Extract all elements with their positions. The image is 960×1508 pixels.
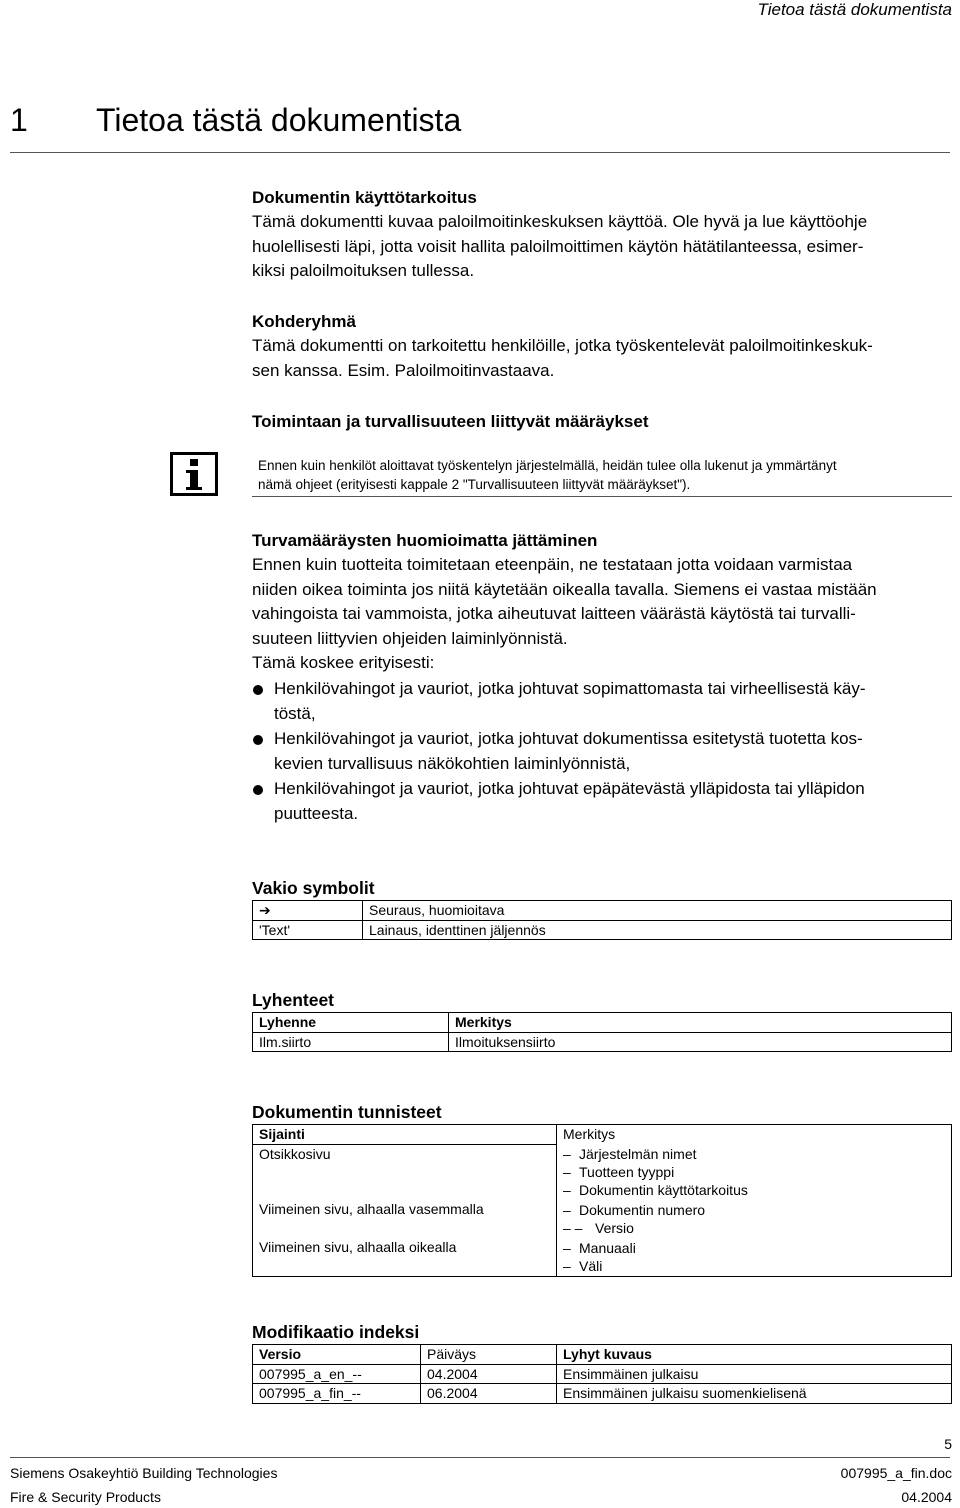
table-row — [253, 1364, 952, 1384]
disregard-line: vahingoista tai vammoista, jotka aiheutuvat laitteen väärästä käytöstä tai turvalli- — [252, 604, 856, 623]
symbol-cell: 'Text' — [253, 920, 363, 940]
disregard-line: suuteen liittyvien ohjeiden laiminlyönnistä. — [252, 628, 568, 648]
meaning-cell — [557, 1144, 952, 1200]
table-row — [253, 1345, 952, 1365]
purpose-line: Tämä dokumentti kuvaa paloilmoitinkeskuksen käyttöä. Ole hyvä ja lue käyttöohje — [252, 212, 868, 231]
chapter-title: Tietoa tästä dokumentista — [96, 102, 462, 138]
safety-heading: Toimintaan ja turvallisuuteen liittyvät määräykset — [252, 412, 649, 431]
list-item: – Tuotteen tyyppi — [563, 1164, 675, 1180]
bullet-icon — [253, 685, 263, 695]
running-header: Tietoa tästä dokumentista — [757, 0, 952, 19]
header-cell: Merkitys — [449, 1013, 952, 1033]
list-item: Henkilövahingot ja vauriot, jotka johtuvat epäpätevästä ylläpidosta tai ylläpidon puutteesta. — [252, 776, 952, 826]
abbreviations-title: Lyhenteet — [252, 990, 335, 1010]
header-cell: Lyhenne — [253, 1013, 449, 1033]
modification-title: Modifikaatio indeksi — [252, 1322, 420, 1342]
date-cell: 04.2004 — [421, 1364, 557, 1384]
disregard-line: Ennen kuin tuotteita toimitetaan eteenpäin, ne testataan jotta voidaan varmistaa — [252, 555, 853, 574]
audience-section — [252, 310, 952, 383]
safety-note — [258, 456, 938, 494]
table-row — [253, 1013, 952, 1033]
note-rule — [252, 496, 952, 497]
bullet-list — [252, 676, 952, 826]
footer-date: 04.2004 — [901, 1489, 952, 1505]
list-item: – Järjestelmän nimet — [563, 1146, 697, 1162]
footer-doc-id: 007995_a_fin.doc — [840, 1465, 952, 1481]
modification-table — [252, 1344, 952, 1404]
list-item: – Manuaali — [563, 1240, 636, 1256]
audience-heading: Kohderyhmä — [252, 312, 356, 331]
symbols-title: Vakio symbolit — [252, 878, 375, 898]
table-row — [253, 1384, 952, 1404]
table-row — [253, 901, 952, 921]
list-item: – Väli — [563, 1258, 603, 1274]
table-row — [253, 920, 952, 940]
abbr-cell: Ilm.siirto — [253, 1032, 449, 1052]
meaning-cell — [557, 1238, 952, 1277]
footer-division: Fire & Security Products — [10, 1489, 161, 1505]
header-cell: Lyhyt kuvaus — [557, 1345, 952, 1365]
audience-line: sen kanssa. Esim. Paloilmoitinvastaava. — [252, 360, 555, 380]
chapter-number: 1 — [10, 102, 28, 138]
applies-text: Tämä koskee erityisesti: — [252, 653, 435, 672]
location-cell: Otsikkosivu — [253, 1144, 557, 1200]
meaning-cell — [557, 1200, 952, 1238]
desc-cell: Ensimmäinen julkaisu — [557, 1364, 952, 1384]
identifiers-title: Dokumentin tunnisteet — [252, 1102, 442, 1122]
meaning-cell: Seuraus, huomioitava — [363, 901, 952, 921]
chapter-heading — [10, 102, 461, 139]
abbreviations-table — [252, 1012, 952, 1052]
identifiers-table — [252, 1124, 952, 1277]
list-item: – Dokumentin numero — [563, 1202, 706, 1218]
list-item: – Dokumentin käyttötarkoitus — [563, 1182, 748, 1198]
table-row — [253, 1238, 952, 1277]
disregard-section — [252, 529, 952, 826]
header-cell: Versio — [253, 1345, 421, 1365]
table-row — [253, 1032, 952, 1052]
info-icon — [170, 452, 218, 496]
date-cell: 06.2004 — [421, 1384, 557, 1404]
chapter-rule — [10, 152, 950, 153]
bullet-icon — [253, 735, 263, 745]
list-item: Henkilövahingot ja vauriot, jotka johtuvat sopimattomasta tai virheellisestä käy- töstä, — [252, 676, 952, 726]
purpose-section — [252, 186, 952, 284]
version-cell: 007995_a_en_-- — [253, 1364, 421, 1384]
list-item: – – Versio — [563, 1220, 634, 1236]
location-cell: Viimeinen sivu, alhaalla oikealla — [253, 1238, 557, 1277]
header-cell: Päiväys — [421, 1345, 557, 1365]
header-cell: Sijainti — [253, 1125, 557, 1145]
header-cell: Merkitys — [557, 1125, 952, 1145]
purpose-line: huolellisesti läpi, jotta voisit hallita paloilmoittimen käytön hätätilanteessa, esimer- — [252, 236, 864, 256]
location-cell: Viimeinen sivu, alhaalla vasemmalla — [253, 1200, 557, 1238]
table-row — [253, 1144, 952, 1200]
desc-cell: Ensimmäinen julkaisu suomenkielisenä — [557, 1384, 952, 1404]
symbol-cell: ➔ — [253, 901, 363, 921]
footer-rule — [10, 1457, 950, 1458]
list-item: Henkilövahingot ja vauriot, jotka johtuvat dokumentissa esitetystä tuotetta kos- kevien turvallisuus näkökohtien laiminlyönnistä, — [252, 726, 952, 776]
disregard-heading: Turvamääräysten huomioimatta jättäminen — [252, 531, 598, 550]
safety-note-line: Ennen kuin henkilöt aloittavat työskentelyn järjestelmällä, heidän tulee olla lukenut ja ymmärtänyt — [258, 458, 837, 473]
meaning-cell: Ilmoituksensiirto — [449, 1032, 952, 1052]
table-row — [253, 1200, 952, 1238]
page-number: 5 — [944, 1436, 952, 1452]
table-row — [253, 1125, 952, 1145]
purpose-heading: Dokumentin käyttötarkoitus — [252, 188, 477, 207]
disregard-line: niiden oikea toiminta jos niitä käytetään oikealla tavalla. Siemens ei vastaa mistään — [252, 579, 877, 599]
footer-company: Siemens Osakeyhtiö Building Technologies — [10, 1465, 278, 1481]
purpose-line: kiksi paloilmoituksen tullessa. — [252, 261, 475, 280]
version-cell: 007995_a_fin_-- — [253, 1384, 421, 1404]
symbols-table — [252, 900, 952, 940]
bullet-icon — [253, 785, 263, 795]
meaning-cell: Lainaus, identtinen jäljennös — [363, 920, 952, 940]
safety-note-line: nämä ohjeet (erityisesti kappale 2 "Turvallisuuteen liittyvät määräykset"). — [258, 477, 691, 492]
audience-line: Tämä dokumentti on tarkoitettu henkilöille, jotka työskentelevät paloilmoitinkeskuk- — [252, 336, 873, 355]
